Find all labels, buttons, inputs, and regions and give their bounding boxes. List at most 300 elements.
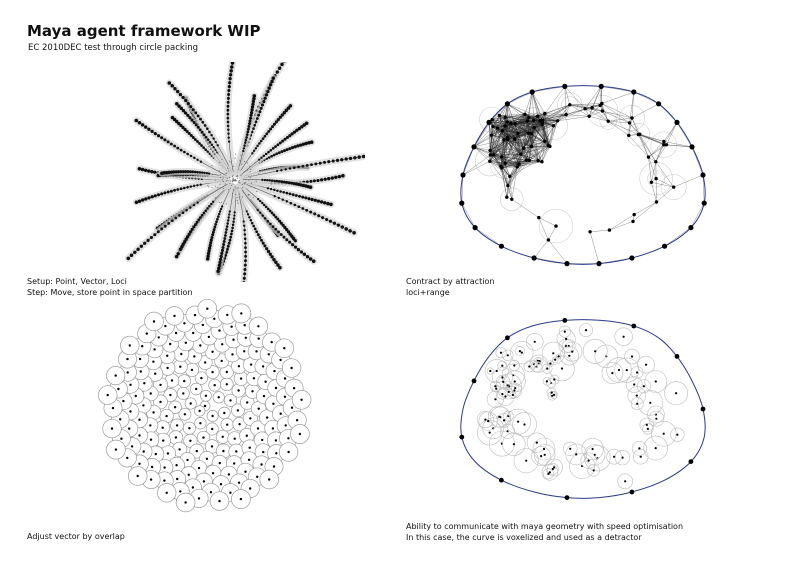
trail-dot [220,252,223,255]
trail-dot [244,259,247,262]
trail-dot [157,230,160,233]
trail-dot [280,180,283,183]
core-dot [230,188,231,189]
circle-center [300,399,302,401]
core-dot [239,193,240,194]
core-dot [248,176,249,177]
network-edge [602,111,629,123]
trail-dot [260,157,262,159]
trail-dot [183,151,186,154]
trail-dot [250,111,253,114]
core-dot [219,184,220,185]
circle-center [138,419,140,421]
network-edge [674,175,703,187]
trail-dot [244,246,247,249]
core-dot [238,181,239,182]
detractor-center [508,391,510,393]
trail-dot [317,214,320,217]
circle-center [191,369,193,371]
circle-center [208,336,210,338]
trail-dot [312,259,316,263]
trail-dot [265,132,268,135]
network-edge [691,203,704,228]
core-dot [250,177,251,178]
network-node [473,225,478,230]
detractor-center [507,384,509,386]
detractor-center [575,453,577,455]
trail-dot [283,149,286,152]
trail-dot [227,125,230,128]
core-dot [229,183,230,184]
circle-center [164,325,166,327]
trail-dot [313,212,316,215]
trail-dot [150,170,153,173]
circle-center [211,351,213,353]
network-edge [656,162,674,187]
trail-dot [228,77,231,80]
core-dot [249,166,250,167]
core-dot [242,173,243,174]
trail-dot [133,251,136,254]
circle-center [176,424,178,426]
network-node [530,89,535,94]
trail-dot [230,233,233,236]
circle-center [117,388,119,390]
trail-dot [211,233,214,236]
network-node [633,213,636,216]
core-dot [244,161,245,162]
circle-center [152,361,154,363]
circle-center [176,478,178,480]
diagram-agent-trails [85,62,365,282]
trail-dot [267,250,270,253]
core-dot [220,174,221,175]
detractor-center [507,354,509,356]
trail-dot [197,218,200,221]
circle-center [250,363,252,365]
network-node [509,122,512,125]
trail-dot [303,253,306,256]
trails-canvas [85,62,365,282]
trail-dot [232,220,234,222]
detractor-center [588,460,590,462]
network-edge [512,199,539,217]
network-edge [538,146,550,160]
circle-center [249,487,251,489]
circle-center [189,440,191,442]
trail-dot [257,209,259,211]
trail-dot [246,133,249,136]
network-edge [539,218,549,240]
trail-dot [301,207,304,210]
trail-dot [167,191,170,194]
network-node [564,113,567,116]
trail-dot [323,161,326,164]
circle-center [129,410,131,412]
core-dot [247,162,248,163]
network-node [702,201,707,206]
trail-dot [195,123,198,126]
trail-dot [294,246,297,249]
detractor-center [633,383,635,385]
caption-contract-line2: loci+range [406,288,450,297]
trail-dot [256,145,258,147]
trail-dot [266,179,268,181]
detractor-center [552,352,554,354]
circle-center [153,320,155,322]
trail-dot [194,138,197,141]
detractor-center [565,338,567,340]
circle-center [212,472,214,474]
network-node [523,113,526,116]
trail-dot [212,201,214,203]
trail-dot [193,157,195,159]
core-dot [216,197,217,198]
trail-dot [309,185,313,189]
trail-dot [206,172,208,174]
trail-dot [135,201,139,205]
circle-center [111,427,113,429]
trail-dot [228,85,231,88]
circle-center [194,314,196,316]
circle-center [244,471,246,473]
voxel-node [689,459,694,464]
circle-center [159,401,161,403]
network-node [627,134,630,137]
network-node [501,129,504,132]
detractor-center [544,454,546,456]
trail-dot [247,125,250,128]
caption-maya-line2: In this case, the curve is voxelized and used as a detractor [406,533,642,542]
circle-center [162,439,164,441]
circle-center [203,480,205,482]
trail-dot [207,138,210,141]
trail-dot [327,177,330,180]
circle-center [200,377,202,379]
network-node [588,230,591,233]
core-dot [242,184,243,185]
trail-dot [272,147,275,150]
network-node [460,172,465,177]
circle-center [141,345,143,347]
circle-center [260,463,262,465]
trail-dot [269,83,272,86]
circle-center [175,332,177,334]
network-node [471,144,476,149]
trail-dot [258,158,260,160]
circle-center [143,450,145,452]
trail-dot [163,138,166,141]
network-edge [462,203,475,228]
detractor-center [501,393,503,395]
trail-dot [147,239,150,242]
trail-dot [327,160,330,163]
trail-dot [227,105,230,108]
trail-dot [290,202,293,205]
network-node [629,255,634,260]
circle-center [275,439,277,441]
circle-center [296,419,298,421]
detractor-center [553,378,555,380]
circle-center [258,337,260,339]
detractor-center [649,402,651,404]
trail-dot [197,201,199,203]
network-edge [634,92,659,104]
trail-dot [334,176,337,179]
trail-dot [219,210,221,212]
trail-dot [176,147,179,150]
trail-dot [264,135,267,138]
circle-center [290,367,292,369]
voxel-node [505,335,510,340]
trail-dot [135,119,139,123]
network-node [672,185,675,188]
trail-dot [199,118,202,121]
trail-dot [227,117,230,120]
trail-dot [170,143,173,146]
circle-center [223,412,225,414]
circle-center [204,361,206,363]
trail-dot [278,197,280,199]
core-dot [237,197,238,198]
detractor-center [636,371,638,373]
trail-dot [160,192,163,195]
detractor-center [543,448,545,450]
trail-dot [289,193,292,196]
network-node [628,121,631,124]
trail-dot [255,121,258,124]
network-node [547,238,550,241]
trail-dot [265,93,268,96]
trail-dot [163,191,166,194]
trail-dot [204,124,207,127]
trail-dot [244,238,247,241]
circle-center [244,324,246,326]
detractor-center [513,389,515,391]
trail-dot [199,128,202,131]
trail-dot [280,233,283,236]
network-node [532,119,535,122]
network-node [600,102,603,105]
network-node [562,84,567,89]
network-node [596,261,601,266]
trail-dot [190,119,193,122]
circle-center [226,383,228,385]
trail-dot [273,123,276,126]
circle-center [163,466,165,468]
trail-dot [179,93,182,96]
network-node [654,177,657,180]
detractor-center [643,385,645,387]
trail-dot [167,140,170,143]
network-node [599,84,604,89]
trail-dot [157,193,160,196]
trail-dot [276,170,278,172]
network-edge [667,122,678,144]
trail-dot [329,203,333,207]
trail-dot [229,73,232,76]
detractor-center [489,432,491,434]
circle-center [140,370,142,372]
circle-center [275,452,277,454]
trail-dot [199,216,202,219]
trail-dot [150,130,153,133]
trail-dot [293,166,296,169]
circle-center [257,325,259,327]
circle-center [211,415,213,417]
network-node [631,89,636,94]
core-dot [234,157,235,158]
trail-dot [277,230,280,233]
trail-dot [349,157,352,160]
network-edge [548,226,556,240]
circle-center [262,365,264,367]
trail-dot [314,199,317,202]
detractor-center [500,352,502,354]
core-dot [215,186,216,187]
network-edge [532,92,538,116]
trail-dot [228,242,231,245]
network-node [662,140,665,143]
network-node [533,126,536,129]
network-node [513,122,516,125]
trail-dot [176,90,179,93]
circle-center [229,492,231,494]
trail-dot [175,102,179,106]
circle-center [120,438,122,440]
detractor-center [540,455,542,457]
trail-dot [208,205,210,207]
network-edge [590,232,599,264]
core-dot [251,182,252,183]
detractor-center [561,367,563,369]
core-dot [215,180,216,181]
trail-dot [344,227,347,230]
trail-dot [138,167,142,171]
circle-center [257,427,259,429]
trail-dot [218,264,221,267]
circle-center [198,467,200,469]
trail-dot [216,218,219,221]
network-edge [570,104,602,105]
network-node [522,147,525,150]
core-dot [233,189,234,190]
caption-setup [27,276,193,298]
trail-dot [250,114,253,117]
trail-dot [298,195,301,198]
trail-dot [203,133,206,136]
trail-dot [170,84,174,88]
trail-dot [193,204,195,206]
detractor-center [558,355,560,357]
circle-center [166,492,168,494]
trail-dot [357,155,361,159]
detractor-center [484,419,486,421]
detractor-center [623,336,625,338]
trail-dot [283,181,286,184]
trail-dot [173,145,176,148]
trail-dot [208,131,211,134]
trail-dot [273,180,276,183]
trail-dot [154,194,157,197]
circle-center [238,482,240,484]
trail-dot [293,204,296,207]
circle-center [137,475,139,477]
trail-dot [266,90,269,93]
circle-center [186,459,188,461]
trail-dot [223,240,226,243]
core-dot [245,182,246,183]
trail-dot [144,169,147,172]
core-dot [217,187,218,188]
circle-center [173,315,175,317]
detractor-center [534,341,536,343]
detractor-center [611,372,613,374]
detractor-center [647,428,649,430]
trail-dot [171,219,174,222]
trail-dot [220,255,223,258]
circle-center [219,462,221,464]
trail-dot [227,245,230,248]
trail-dot [259,200,261,202]
network-node [647,155,650,158]
network-edge [633,202,657,221]
trail-dot [225,228,228,231]
caption-contract [406,276,494,298]
trail-dot [141,168,145,172]
trail-dot [234,211,236,213]
trail-dot [288,241,291,244]
core-dot [240,175,241,176]
network-node [540,160,543,163]
trail-ray [226,62,234,172]
trail-dot [301,196,304,199]
core-dot [234,186,235,187]
core-dot [251,175,252,176]
network-node [528,159,531,162]
circle-center [232,339,234,341]
trail-dot [229,69,232,72]
circle-center [169,343,171,345]
core-dot [235,194,236,195]
page-title: Maya agent framework WIP [27,22,261,40]
circle-center [237,389,239,391]
voxel-node [562,318,567,323]
circle-center [228,473,230,475]
core-dot [225,183,226,184]
circle-center [237,409,239,411]
trail-dot [297,205,300,208]
circle-center [234,438,236,440]
trail-dot [269,149,272,152]
network-node [638,133,641,136]
detractor-center [663,433,665,435]
detractor-center [636,395,638,397]
trail-dot [352,231,356,235]
network-node [554,224,557,227]
circle-center [255,350,257,352]
network-edge [608,121,629,135]
core-dot [242,187,243,188]
trail-dot [216,270,220,274]
network-node [489,153,492,156]
trail-dot [270,155,273,158]
trail-dot [261,179,263,181]
packing-canvas [95,298,315,518]
caption-setup-line1: Setup: Point, Vector, Loci [27,277,127,286]
trail-dot [305,122,309,126]
network-edge [525,92,532,114]
